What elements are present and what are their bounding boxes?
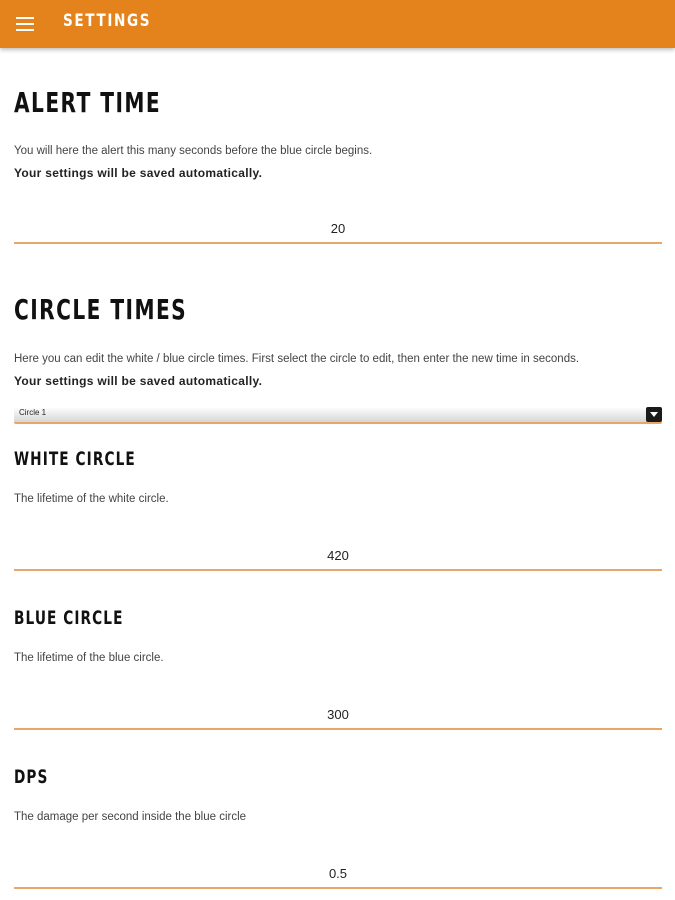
blue-circle-description: The lifetime of the blue circle.	[14, 652, 164, 664]
circle-times-description: Here you can edit the white / blue circle times. First select the circle to edit, then enter the new time in seconds.	[14, 353, 580, 365]
circle-times-heading: CIRCLE TIMES	[14, 293, 188, 326]
circle-times-autosave-note: Your settings will be saved automatically.	[14, 374, 263, 388]
dps-heading: DPS	[14, 766, 49, 788]
dps-input[interactable]	[14, 859, 662, 889]
alert-time-autosave-note: Your settings will be saved automatically.	[14, 166, 263, 180]
alert-time-heading: ALERT TIME	[14, 86, 162, 119]
circle-select-value: Circle 1	[19, 408, 47, 417]
dps-description: The damage per second inside the blue circle	[14, 811, 247, 823]
circle-select[interactable]	[14, 407, 662, 424]
chevron-down-icon	[646, 407, 662, 422]
app-bar	[0, 0, 675, 48]
hamburger-menu-icon[interactable]	[16, 17, 34, 31]
alert-time-description: You will here the alert this many seconds before the blue circle begins.	[14, 145, 373, 157]
page-title: SETTINGS	[63, 11, 152, 31]
alert-time-input[interactable]	[14, 214, 662, 244]
white-circle-description: The lifetime of the white circle.	[14, 493, 169, 505]
white-circle-input[interactable]	[14, 541, 662, 571]
blue-circle-heading: BLUE CIRCLE	[14, 607, 124, 629]
white-circle-heading: WHITE CIRCLE	[14, 448, 136, 470]
blue-circle-input[interactable]	[14, 700, 662, 730]
